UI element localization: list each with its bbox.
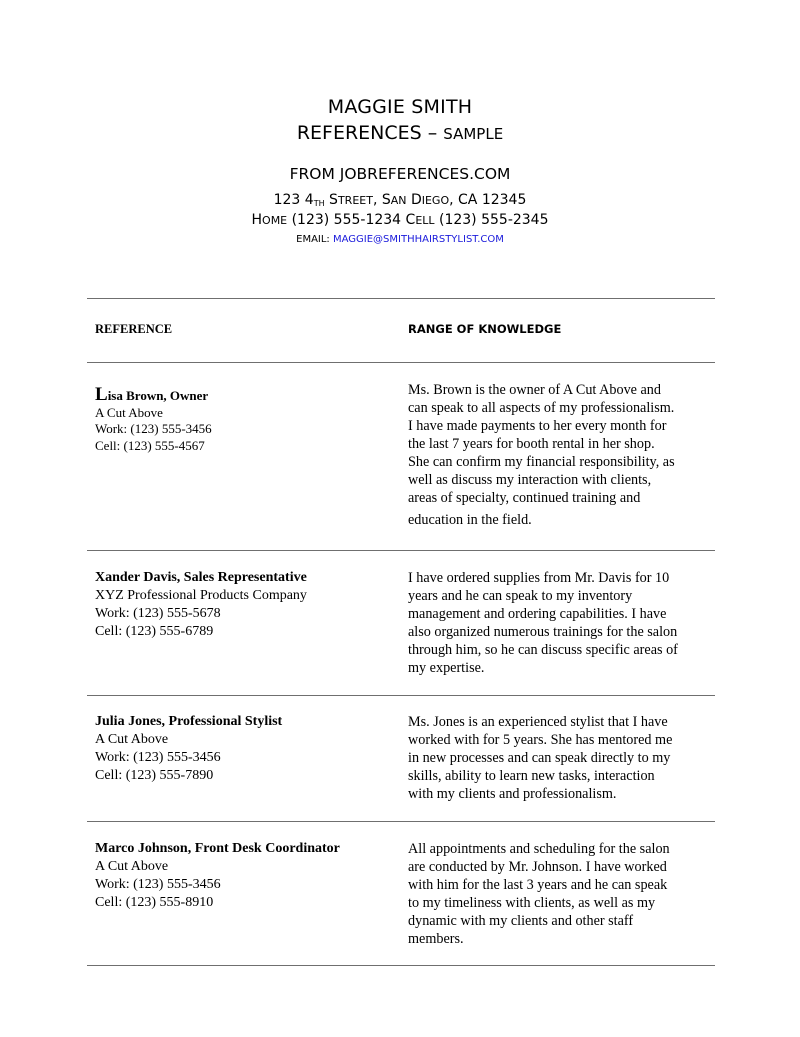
reference-knowledge: [408, 569, 713, 677]
title-main: REFERENCES –: [296, 122, 444, 144]
knowledge-line: areas of specialty, continued training and: [408, 490, 641, 506]
reference-name: [95, 384, 395, 405]
knowledge-line: members.: [408, 931, 464, 947]
column-header-knowledge: RANGE OF KNOWLEDGE: [408, 322, 562, 336]
title-small: SAMPLE: [443, 125, 504, 143]
address-street-rest: TREET: [337, 194, 373, 207]
reference-cell-phone: Cell: (123) 555-6789: [95, 624, 214, 639]
reference-company: A Cut Above: [95, 732, 169, 747]
reference-work-phone: Work: (123) 555-5678: [95, 606, 221, 621]
knowledge-line: also organized numerous trainings for the salon: [408, 624, 678, 640]
address-city-c: IEGO: [421, 194, 450, 207]
knowledge-line: with my clients and professionalism.: [408, 786, 617, 802]
knowledge-line: dynamic with my clients and other staff: [408, 913, 634, 929]
document-title: [0, 122, 800, 144]
reference-contact: [95, 840, 395, 912]
reference-company: XYZ Professional Products Company: [95, 588, 307, 603]
email-link[interactable]: MAGGIE@SMITHHAIRSTYLIST.COM: [332, 234, 504, 245]
cell-rest: ELL: [415, 214, 435, 227]
divider: [87, 965, 715, 966]
knowledge-line: are conducted by Mr. Johnson. I have worked: [408, 859, 667, 875]
column-header-reference: REFERENCE: [95, 322, 173, 336]
knowledge-line: the last 7 years for booth rental in her shop.: [408, 436, 655, 452]
knowledge-line: to my timeliness with clients, as well as my: [408, 895, 656, 911]
reference-work-phone: Work: (123) 555-3456: [95, 421, 212, 436]
knowledge-line: with him for the last 3 years and he can speak: [408, 877, 668, 893]
knowledge-line: can speak to all aspects of my professionalism.: [408, 400, 675, 416]
address-line: [0, 192, 800, 208]
divider: [87, 695, 715, 696]
address-number: 123 4: [273, 192, 314, 208]
knowledge-line: management and ordering capabilities. I have: [408, 606, 667, 622]
divider: [87, 550, 715, 551]
home-rest: OME: [262, 214, 288, 227]
reference-company: A Cut Above: [95, 404, 163, 420]
email-line: [0, 234, 800, 245]
phone-line: [0, 212, 800, 228]
reference-contact: [95, 713, 395, 785]
divider: [87, 362, 715, 363]
reference-work-phone: Work: (123) 555-3456: [95, 750, 221, 765]
divider: [87, 298, 715, 299]
knowledge-line: worked with for 5 years. She has mentored me: [408, 732, 673, 748]
address-suffix: TH: [313, 199, 325, 208]
knowledge-line: well as discuss my interaction with clients,: [408, 472, 652, 488]
knowledge-line: my expertise.: [408, 660, 485, 676]
reference-work-phone: Work: (123) 555-3456: [95, 877, 221, 892]
address-street-initial: S: [324, 192, 338, 208]
home-initial: H: [251, 212, 263, 228]
knowledge-line: years and he can speak to my inventory: [408, 588, 633, 604]
divider: [87, 821, 715, 822]
address-city-sep: , S: [372, 192, 391, 208]
reference-knowledge: [408, 381, 713, 529]
email-label: EMAIL:: [296, 234, 333, 245]
reference-knowledge: [408, 840, 713, 948]
source-line: FROM JOBREFERENCES.COM: [289, 165, 511, 183]
knowledge-line: Ms. Jones is an experienced stylist that I have: [408, 714, 668, 730]
home-phone: (123) 555-1234: [287, 212, 406, 228]
address-state: , CA 12345: [449, 192, 527, 208]
knowledge-line: I have made payments to her every month for: [408, 418, 667, 434]
name-initial: L: [95, 384, 108, 405]
cell-initial: C: [405, 212, 416, 228]
address-city-b: D: [406, 192, 422, 208]
applicant-name: MAGGIE SMITH: [327, 96, 473, 118]
knowledge-line: education in the field.: [408, 512, 532, 528]
reference-knowledge: [408, 713, 713, 803]
reference-name: Xander Davis, Sales Representative: [95, 570, 307, 585]
knowledge-line: I have ordered supplies from Mr. Davis for 10: [408, 570, 670, 586]
reference-contact: [95, 384, 395, 454]
knowledge-line: Ms. Brown is the owner of A Cut Above and: [408, 382, 661, 398]
knowledge-line: through him, so he can discuss specific areas of: [408, 642, 678, 658]
knowledge-line: in new processes and can speak directly to my: [408, 750, 671, 766]
knowledge-line: All appointments and scheduling for the salon: [408, 841, 670, 857]
reference-contact: [95, 569, 395, 641]
reference-cell-phone: Cell: (123) 555-4567: [95, 437, 205, 453]
reference-cell-phone: Cell: (123) 555-8910: [95, 895, 214, 910]
cell-phone: (123) 555-2345: [434, 212, 549, 228]
knowledge-line: skills, ability to learn new tasks, interaction: [408, 768, 655, 784]
address-city-a: AN: [390, 194, 407, 207]
reference-name: Marco Johnson, Front Desk Coordinator: [95, 841, 340, 856]
reference-name: Julia Jones, Professional Stylist: [95, 714, 283, 729]
name-rest: isa Brown, Owner: [107, 388, 209, 403]
reference-cell-phone: Cell: (123) 555-7890: [95, 768, 214, 783]
reference-company: A Cut Above: [95, 859, 169, 874]
knowledge-line: She can confirm my financial responsibility, as: [408, 454, 675, 470]
